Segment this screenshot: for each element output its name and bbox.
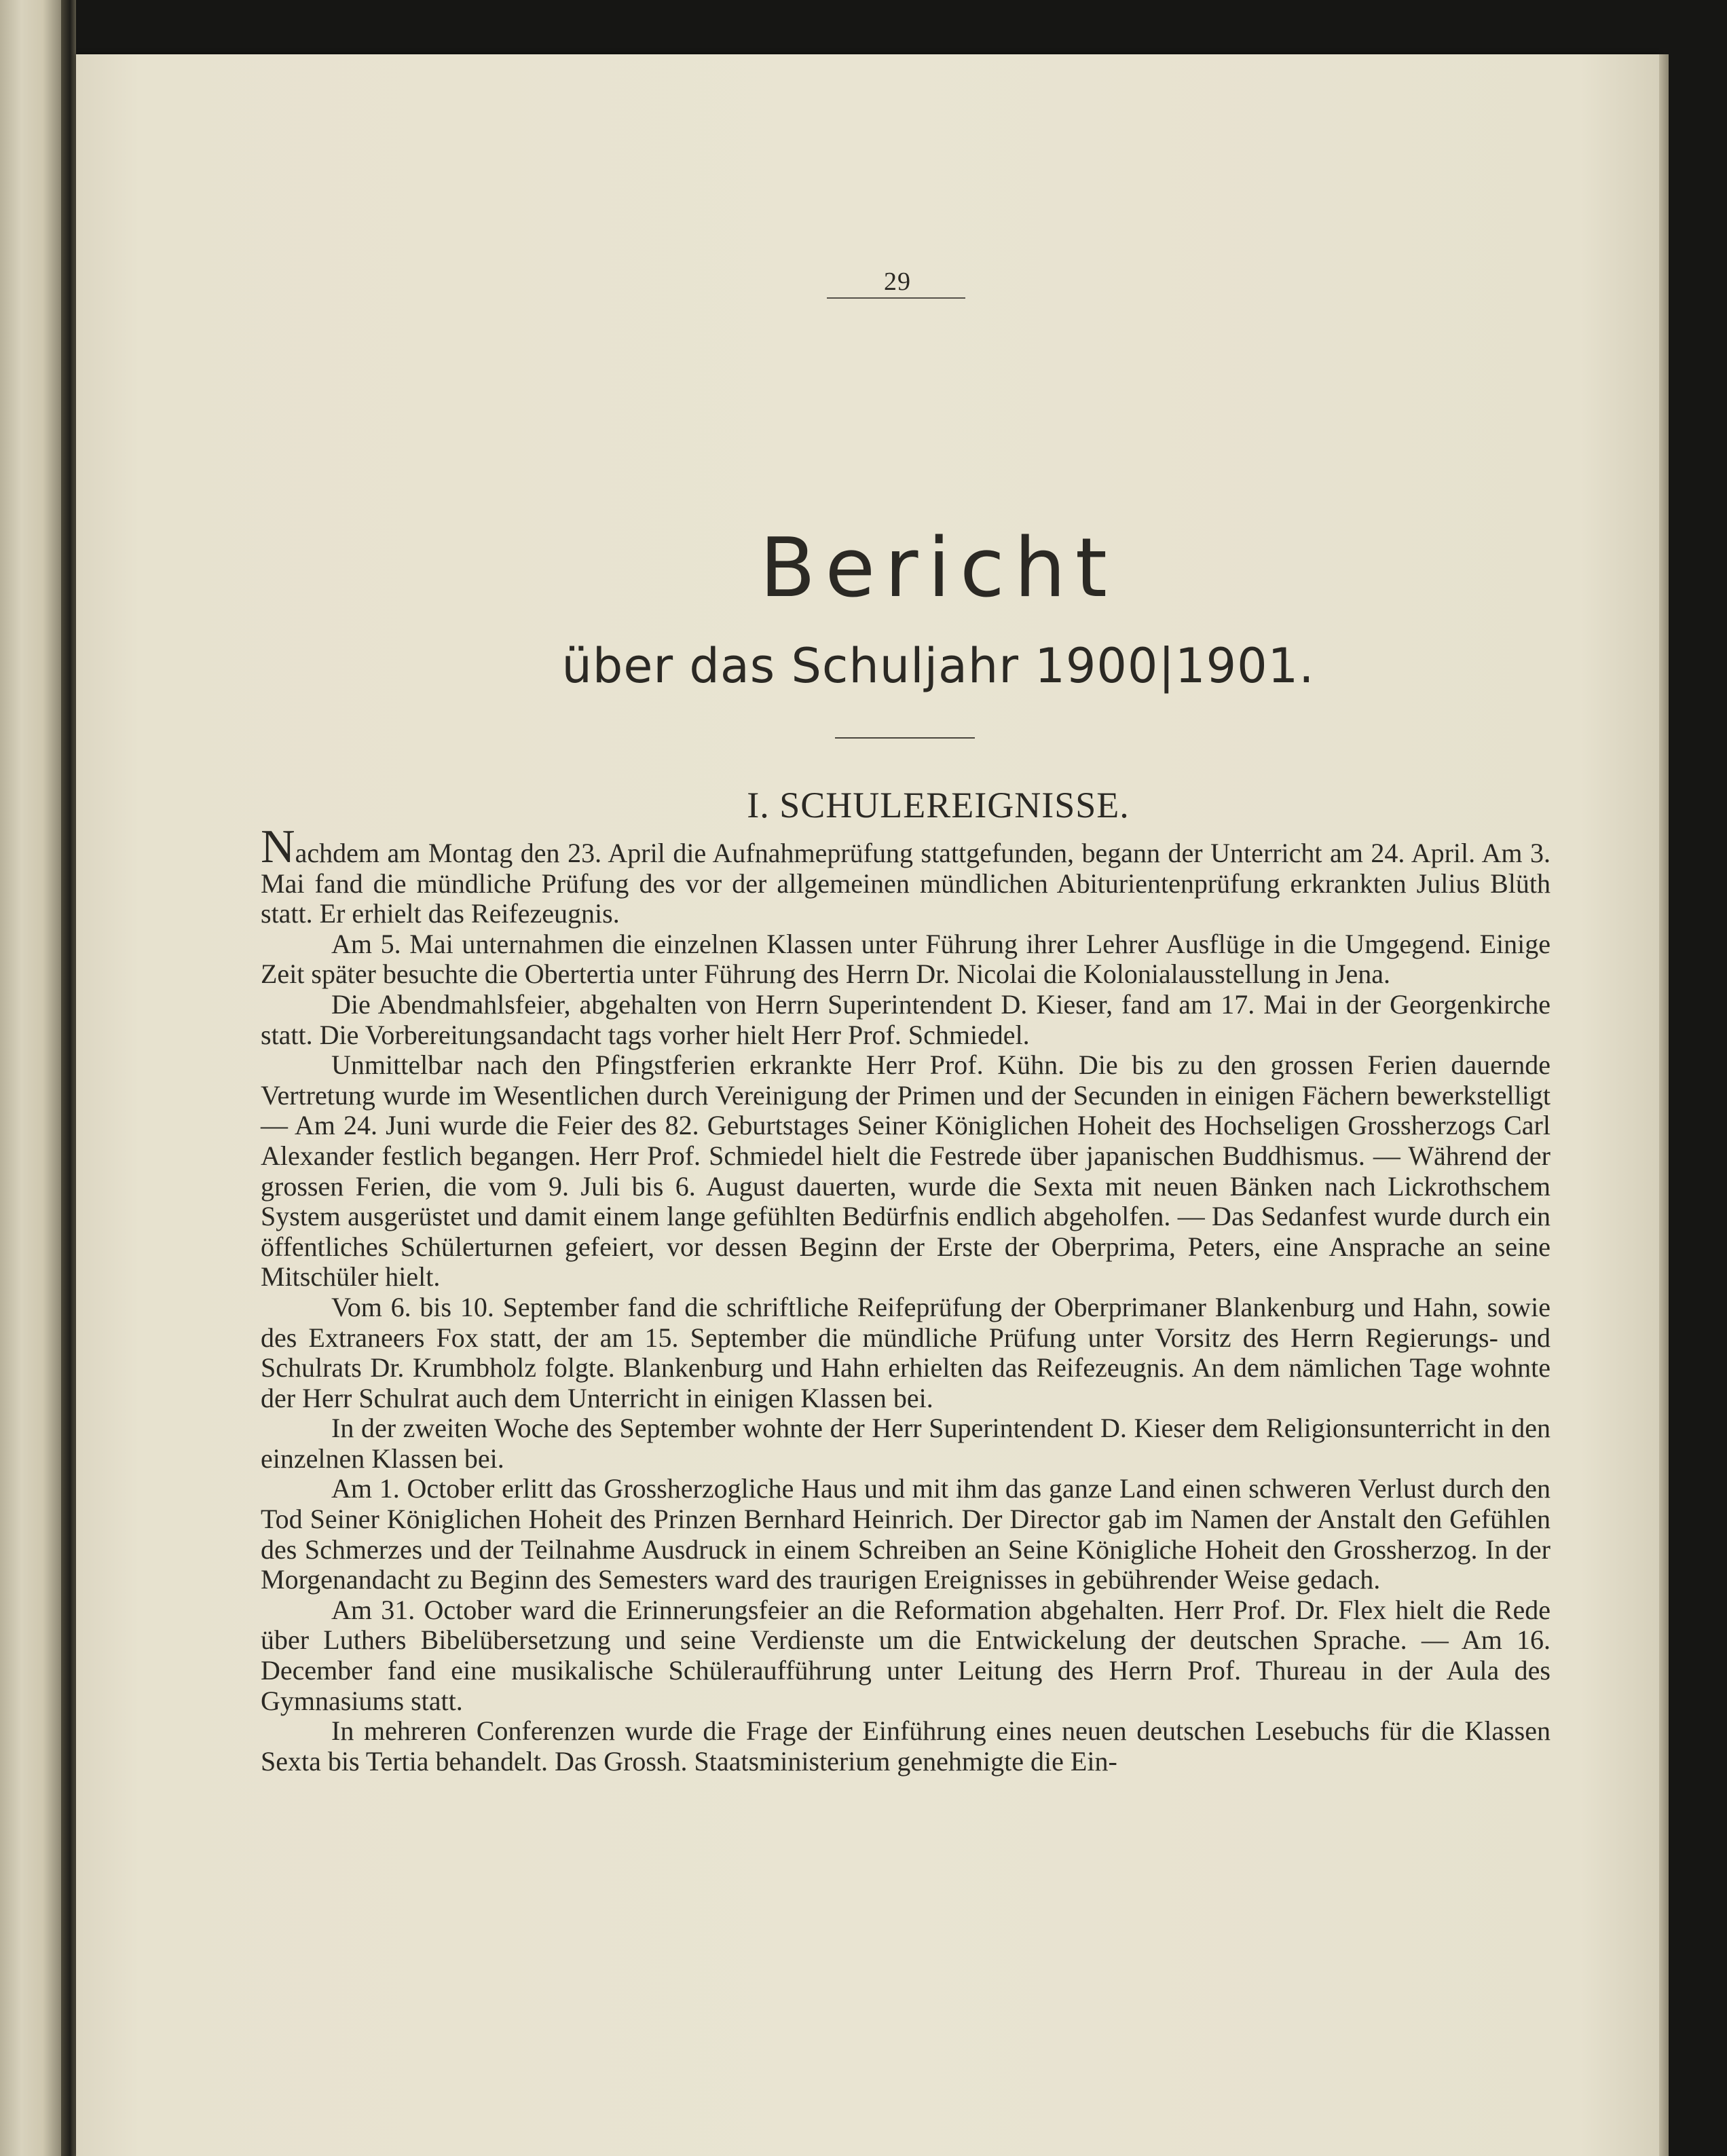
paragraph: Unmittelbar nach den Pfingstferien erkrankte Herr Prof. Kühn. Die bis zu den grossen Ferien dauernde Vertretung wurde im Wesentlichen durch Vereinigung der Primen und der Secunden in einigen Fächern bewerkstelligt — Am 24. Juni wurde die Feier des 82. Geburtstages Seiner Königlichen Hoheit des Hochseligen Grossherzogs Carl Alexander festlich begangen. Herr Prof. Schmiedel hielt die Festrede über japanischen Buddhismus. — Während der grossen Ferien, die vom 9. Juli bis 6. August dauerten, wurde die Sexta mit neuen Bänken nach Lickrothschem System ausgerüstet und damit einem lange gefühlten Bedürfnis endlich abgeholfen. — Das Sedanfest wurde durch ein öffentliches Schülerturnen gefeiert, vor dessen Beginn der Erste der Oberprima, Peters, eine Ansprache an seine Mitschüler hielt. xyxy=(261,1049,1550,1293)
page-title: Bericht xyxy=(760,521,1117,616)
paragraph xyxy=(261,821,1550,929)
paragraph-text: achdem am Montag den 23. April die Aufnahmeprüfung stattgefunden, begann der Unterricht am 24. April. Am 3. Mai fand die mündliche Prüfung des vor der allgemeinen mündlichen Abiturientenprüfung erkrankten Julius Blüth statt. Er erhielt das Reifezeugnis. xyxy=(261,838,1550,929)
paragraph: Am 1. October erlitt das Grossherzogliche Haus und mit ihm das ganze Land einen schweren Verlust durch den Tod Seiner Königlichen Hoheit des Prinzen Bernhard Heinrich. Der Director gab im Namen der Anstalt den Gefühlen des Schmerzes und der Teilnahme Ausdruck in einem Schreiben an Seine Königliche Hoheit den Grossherzog. In der Morgenandacht zu Beginn des Semesters ward des traurigen Ereignisses in gebührender Weise gedach. xyxy=(261,1473,1550,1595)
book-gutter xyxy=(61,0,76,2156)
page-number-rule xyxy=(827,297,965,299)
left-page-edge xyxy=(0,0,61,2156)
paragraph: In mehreren Conferenzen wurde die Frage der Einführung eines neuen deutschen Lesebuchs für die Klassen Sexta bis Tertia behandelt. Das Grossh. Staatsministerium genehmigte die Ein- xyxy=(261,1715,1550,1777)
body-text xyxy=(261,821,1550,1777)
page-subtitle: über das Schuljahr 1900|1901. xyxy=(561,638,1315,694)
right-page xyxy=(76,54,1659,2156)
page-number: 29 xyxy=(884,267,911,296)
paragraph: Vom 6. bis 10. September fand die schriftliche Reifeprüfung der Oberprimaner Blankenburg und Hahn, sowie des Extraneers Fox statt, der am 15. September die mündliche Prüfung unter Vorsitz des Herrn Regierungs- und Schulrats Dr. Krumbholz folgte. Blankenburg und Hahn erhielten das Reifezeugnis. An dem nämlichen Tage wohnte der Herr Schulrat auch dem Unterricht in einigen Klassen bei. xyxy=(261,1291,1550,1413)
paragraph: Die Abendmahlsfeier, abgehalten von Herrn Superintendent D. Kieser, fand am 17. Mai in der Georgenkirche statt. Die Vorbereitungsandacht tags vorher hielt Herr Prof. Schmiedel. xyxy=(261,988,1550,1050)
right-page-edge xyxy=(1659,54,1669,2156)
paragraph: In der zweiten Woche des September wohnte der Herr Superintendent D. Kieser dem Religionsunterricht in den einzelnen Klassen bei. xyxy=(261,1413,1550,1474)
drop-cap: N xyxy=(261,821,295,873)
paragraph: Am 31. October ward die Erinnerungsfeier an die Reformation abgehalten. Herr Prof. Dr. Flex hielt die Rede über Luthers Bibelübersetzung und seine Verdienste um die Entwickelung der deutschen Sprache. — Am 16. December fand eine musikalische Schüleraufführung unter Leitung des Herrn Prof. Thureau in der Aula des Gymnasiums statt. xyxy=(261,1594,1550,1716)
paragraph: Am 5. Mai unternahmen die einzelnen Klassen unter Führung ihrer Lehrer Ausflüge in die Umgegend. Einige Zeit später besuchte die Obertertia unter Führung des Herrn Dr. Nicolai die Kolonialausstellung in Jena. xyxy=(261,928,1550,990)
section-heading: I. SCHULEREIGNISSE. xyxy=(747,785,1130,825)
title-rule xyxy=(835,737,975,739)
